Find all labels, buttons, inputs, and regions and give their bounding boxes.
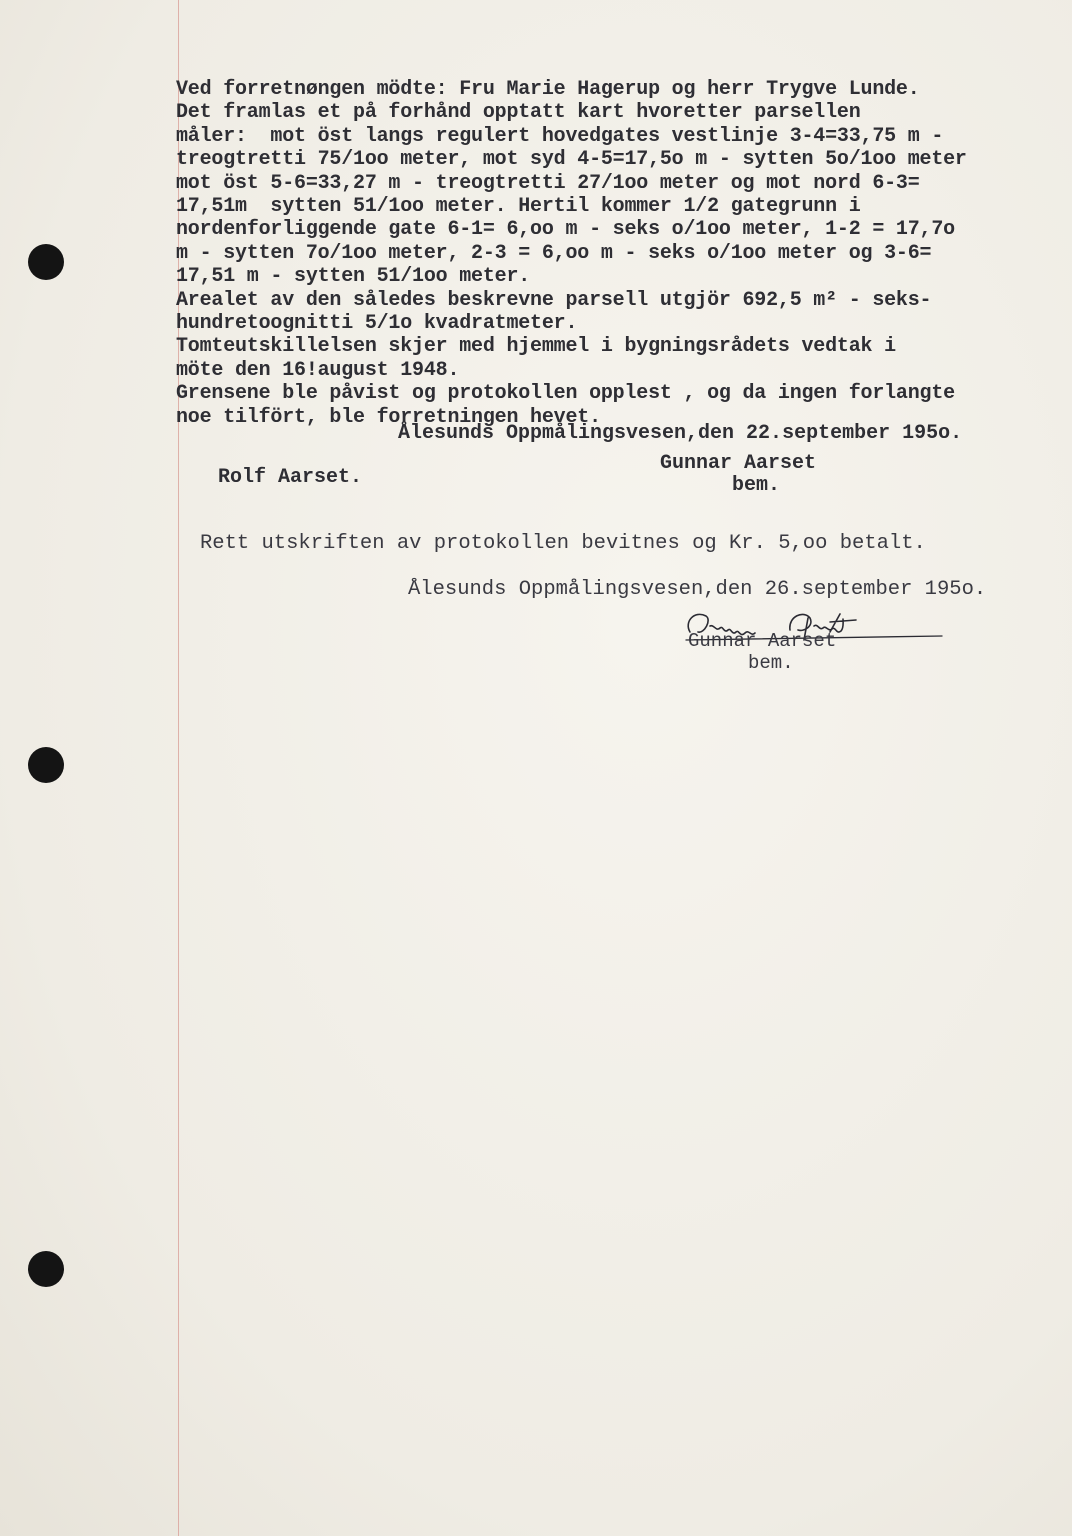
signer-right-name: Gunnar Aarset — [660, 452, 817, 475]
body-line: m - sytten 7o/1oo meter, 2-3 = 6,oo m - seks o/1oo meter og 3-6= — [176, 241, 932, 265]
body-line: Ved forretnøngen mödte: Fru Marie Hagerup og herr Trygve Lunde. — [176, 78, 920, 101]
body-line: Tomteutskillelsen skjer med hjemmel i bygningsrådets vedtak i — [176, 335, 896, 359]
body-line: måler: mot öst langs regulert hovedgates vestlinje 3-4=33,75 m - — [176, 124, 944, 148]
punch-hole — [28, 1251, 64, 1287]
certification-line: Rett utskriften av protokollen bevitnes og Kr. 5,oo betalt. — [200, 532, 926, 555]
body-line: noe tilfört, ble forretningen hevet. — [176, 405, 601, 429]
punch-hole — [28, 244, 64, 280]
punch-hole — [28, 747, 64, 783]
body-line: mot öst 5-6=33,27 m - treogtretti 27/1oo meter og mot nord 6-3= — [176, 171, 920, 195]
signer-2-title: bem. — [748, 652, 794, 674]
body-line: möte den 16!august 1948. — [176, 358, 460, 382]
date-line-2: Ålesunds Oppmålingsvesen,den 26.september 195o. — [408, 578, 987, 601]
protocol-body — [176, 78, 1056, 429]
body-line: Arealet av den således beskrevne parsell utgjör 692,5 m² - seks- — [176, 288, 932, 312]
body-line: hundretoognitti 5/1o kvadratmeter. — [176, 312, 578, 336]
signer-right-title: bem. — [732, 474, 781, 497]
body-line: 17,51 m - sytten 51/1oo meter. — [176, 265, 531, 289]
body-line: nordenforliggende gate 6-1= 6,oo m - seks o/1oo meter, 1-2 = 17,7o — [176, 218, 955, 242]
body-line: Det framlas et på forhånd opptatt kart hvoretter parsellen — [176, 101, 861, 125]
signer-left: Rolf Aarset. — [218, 466, 363, 489]
signer-2-name: Gunnar Aarset — [688, 630, 837, 652]
body-line: treogtretti 75/1oo meter, mot syd 4-5=17,5o m - sytten 5o/1oo meter — [176, 148, 967, 172]
body-line: Grensene ble påvist og protokollen opplest , og da ingen forlangte — [176, 382, 955, 406]
date-line-1: Ålesunds Oppmålingsvesen,den 22.september 195o. — [398, 422, 963, 445]
body-line: 17,51m sytten 51/1oo meter. Hertil kommer 1/2 gategrunn i — [176, 195, 861, 219]
